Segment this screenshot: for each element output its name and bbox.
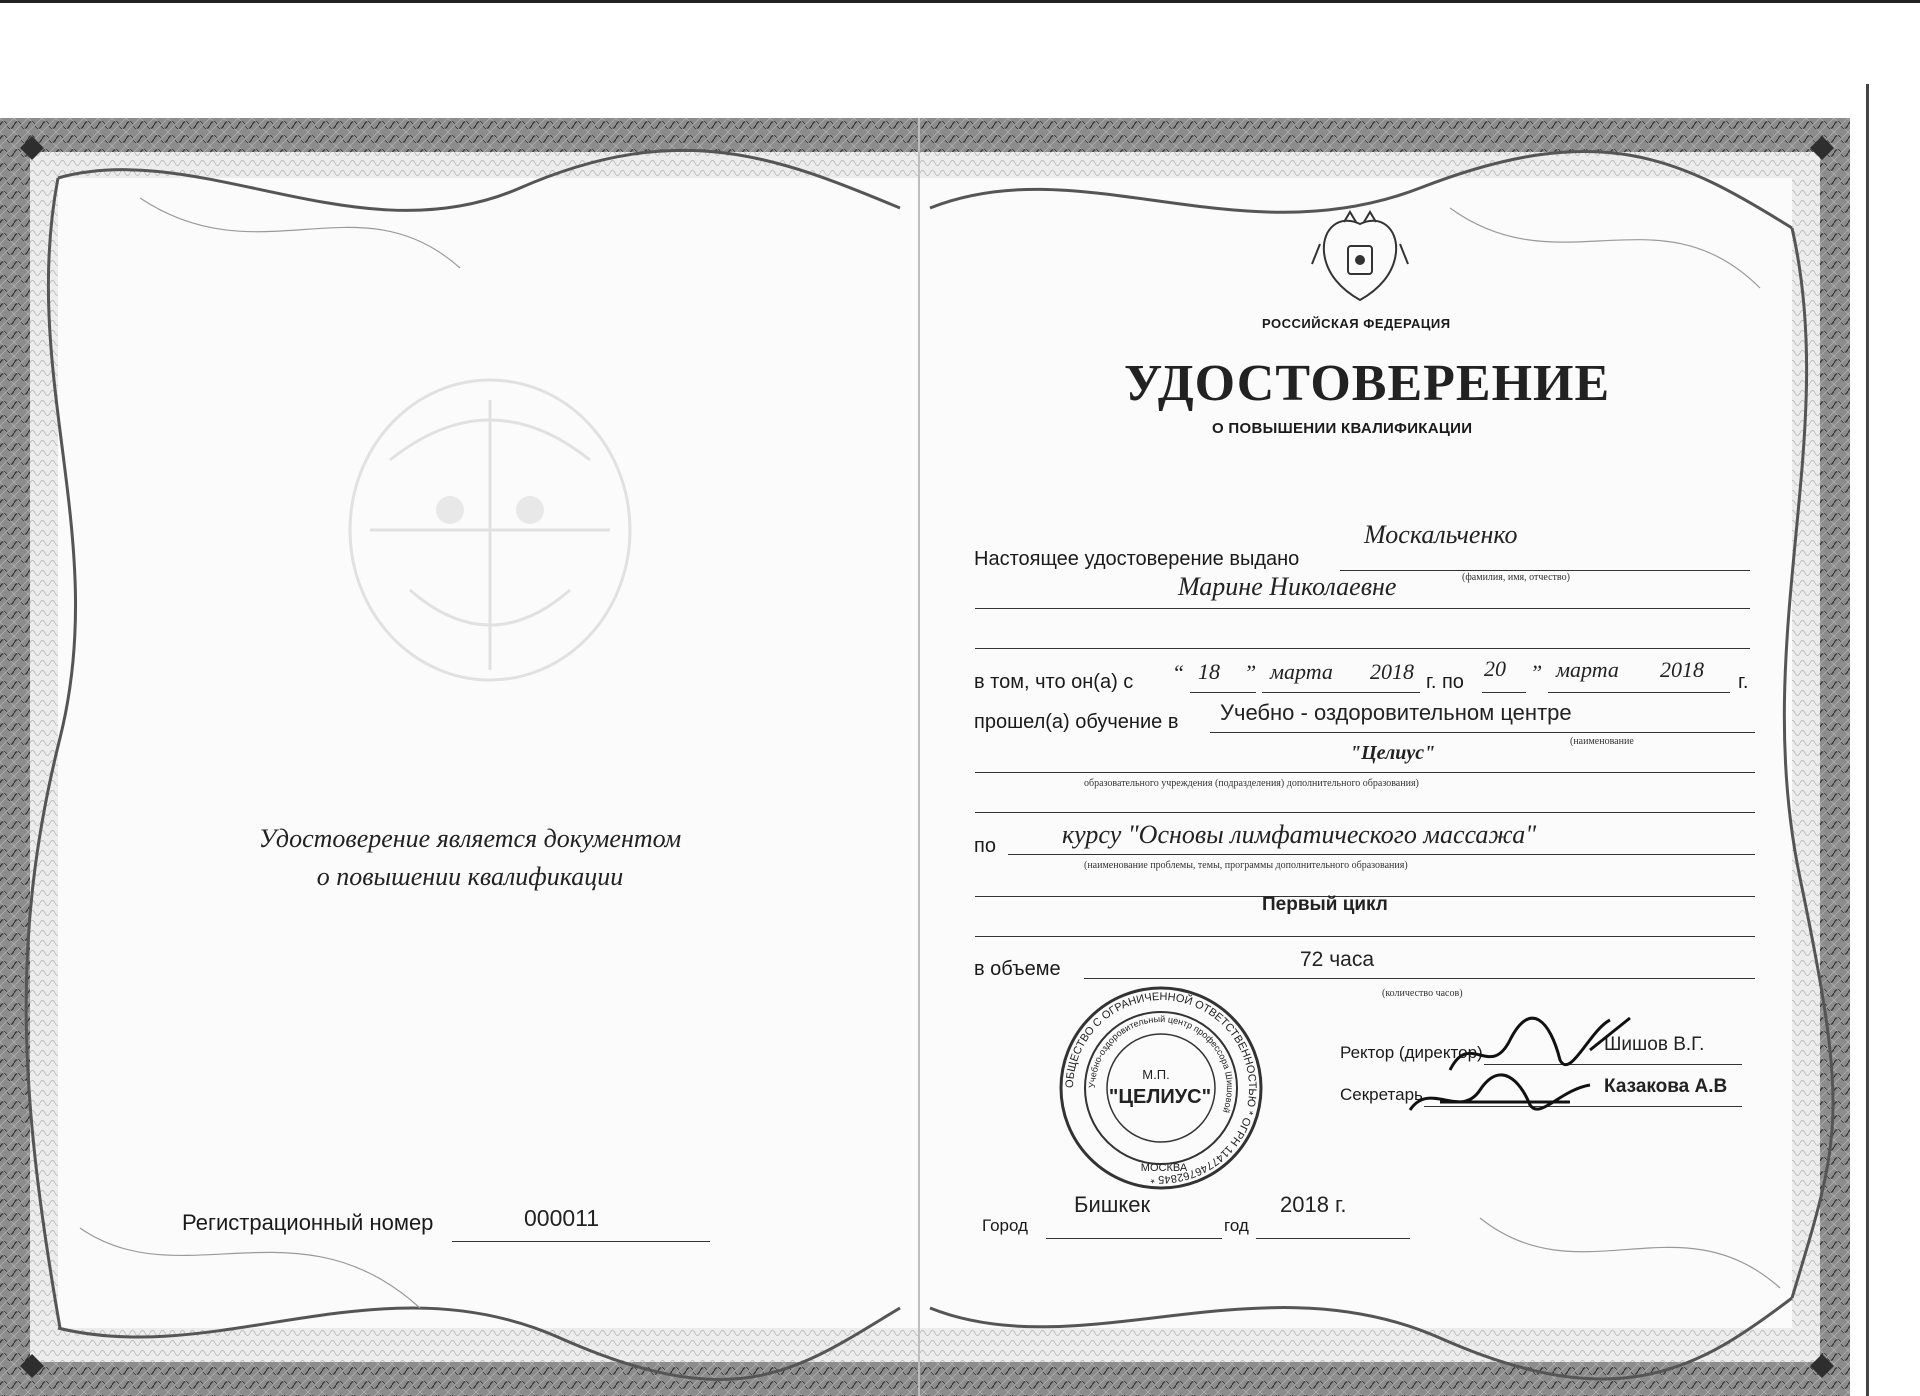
month-to-line xyxy=(1548,692,1730,693)
year-value: 2018 г. xyxy=(1280,1192,1347,1217)
month-from-line xyxy=(1262,692,1420,693)
scan-right-edge xyxy=(1866,84,1869,1396)
course-line xyxy=(1008,854,1755,855)
volume-label: в объеме xyxy=(974,958,1061,980)
scan-top-edge xyxy=(0,0,1920,3)
seal-city: МОСКВА xyxy=(1140,1162,1188,1174)
institution-line1-value: Учебно - оздоровительном центре xyxy=(1220,700,1572,725)
city-line xyxy=(1046,1238,1222,1239)
month-from-value: марта xyxy=(1270,659,1333,684)
day-to-line xyxy=(1482,692,1526,693)
city-label: Город xyxy=(982,1216,1028,1235)
registration-number-label: Регистрационный номер xyxy=(182,1210,434,1235)
left-note-line2: о повышении квалификации xyxy=(316,862,624,891)
rector-name: Шишов В.Г. xyxy=(1604,1034,1705,1055)
city-value: Бишкек xyxy=(1074,1192,1151,1217)
cycle-value: Первый цикл xyxy=(1262,894,1388,915)
volume-line xyxy=(1084,978,1755,979)
registration-number-line xyxy=(452,1241,710,1242)
certificate-document xyxy=(0,118,1850,1396)
registration-number-value: 000011 xyxy=(524,1205,600,1231)
trained-at-label: прошел(а) обучение в xyxy=(974,711,1179,733)
secretary-name: Казакова А.В xyxy=(1604,1076,1728,1097)
rector-label: Ректор (директор) xyxy=(1340,1043,1483,1062)
day-from-line xyxy=(1190,692,1256,693)
seal-mp: М.П. xyxy=(1142,1067,1170,1082)
course-caption: (наименование проблемы, темы, программы дополнительного образования) xyxy=(1084,860,1408,871)
day-to-value: 20 xyxy=(1484,656,1506,681)
institution-line-2 xyxy=(975,772,1755,773)
institution-line-1 xyxy=(1210,732,1755,733)
quote-close-to: ” xyxy=(1530,660,1543,685)
certificate-subtitle: О ПОВЫШЕНИИ КВАЛИФИКАЦИИ xyxy=(1212,420,1473,437)
name-line xyxy=(975,608,1750,609)
fio-caption: (фамилия, имя, отчество) xyxy=(1462,572,1570,583)
hours-caption: (количество часов) xyxy=(1382,988,1463,999)
country-name: РОССИЙСКАЯ ФЕДЕРАЦИЯ xyxy=(1262,316,1451,331)
center-fold xyxy=(918,118,920,1396)
emblem-watermark-icon xyxy=(330,340,650,700)
course-value: курсу "Основы лимфатического массажа" xyxy=(1062,820,1537,849)
seal-inner-text: Учебно-оздоровительный центр профессора Шишовой xyxy=(1086,1013,1236,1115)
blank-line-2 xyxy=(975,812,1755,813)
year-line xyxy=(1256,1238,1410,1239)
issued-to-label: Настоящее удостоверение выдано xyxy=(974,548,1300,570)
issued-to-line xyxy=(1340,570,1750,571)
year-from-value: 2018 xyxy=(1370,659,1414,684)
surname-value: Москальченко xyxy=(1364,520,1518,549)
certificate-title: УДОСТОВЕРЕНИЕ xyxy=(1124,355,1611,412)
volume-value: 72 часа xyxy=(1300,948,1374,971)
blank-line-4 xyxy=(975,936,1755,937)
year-label: год xyxy=(1224,1216,1249,1235)
name-caption: (наименование xyxy=(1570,736,1634,747)
russian-coat-of-arms-icon xyxy=(1310,204,1410,314)
g-end-label: г. xyxy=(1738,671,1749,693)
secretary-label: Секретарь xyxy=(1340,1085,1423,1104)
quote-open: “ xyxy=(1172,660,1185,685)
given-names-value: Марине Николаевне xyxy=(1178,572,1397,601)
seal-ring-text: ОБЩЕСТВО С ОГРАНИЧЕННОЙ ОТВЕТСТВЕННОСТЬЮ * ОГРН 1147746762845 * xyxy=(1063,990,1259,1186)
secretary-signature-icon xyxy=(1400,1060,1600,1130)
month-to-value: марта xyxy=(1556,657,1619,682)
institution-line2-value: "Целиус" xyxy=(1350,742,1436,764)
blank-line-1 xyxy=(975,648,1750,649)
day-from-value: 18 xyxy=(1198,659,1220,684)
seal-name: "ЦЕЛИУС" xyxy=(1108,1086,1212,1108)
period-label: в том, что он(а) с xyxy=(974,671,1134,693)
quote-close-from: ” xyxy=(1244,660,1257,685)
organization-seal-icon xyxy=(1056,983,1266,1193)
year-to-value: 2018 xyxy=(1660,657,1704,682)
g-po-label: г. по xyxy=(1426,671,1464,693)
left-note-line1: Удостоверение является документом xyxy=(258,824,682,853)
institution-caption: образовательного учреждения (подразделения) дополнительного образования) xyxy=(1084,778,1419,789)
ornamental-frame xyxy=(0,118,1850,1396)
course-po-label: по xyxy=(974,835,996,857)
